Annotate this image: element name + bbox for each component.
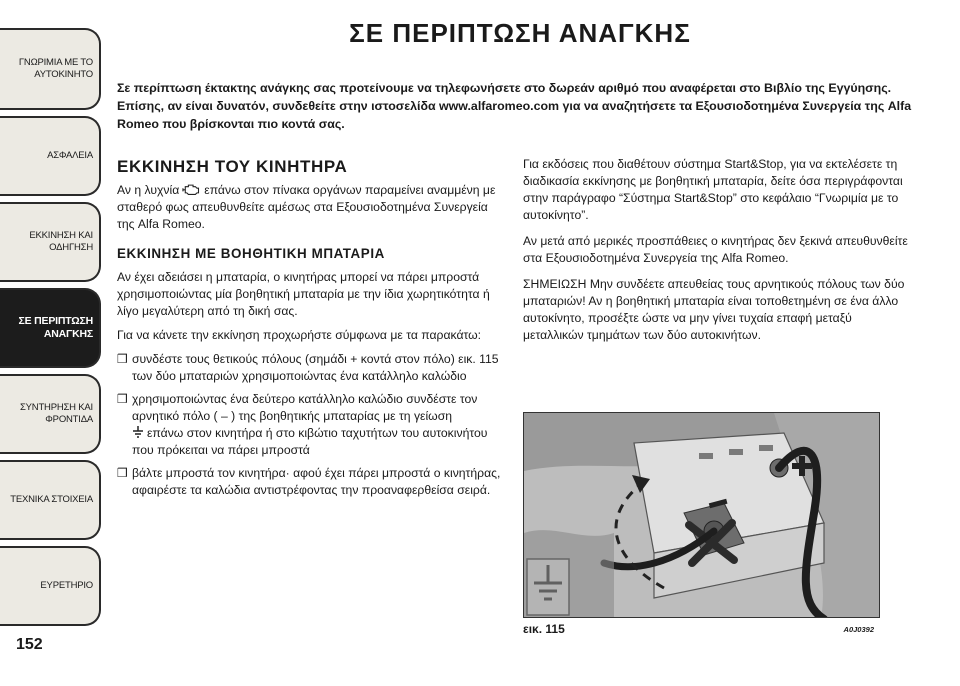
page-title: ΣΕ ΠΕΡΙΠΤΩΣΗ ΑΝΑΓΚΗΣ bbox=[349, 18, 691, 48]
figure-code: A0J0392 bbox=[843, 625, 874, 634]
text-segment: επάνω στον κινητήρα ή στο κιβώτιο ταχυτήτων του αυτοκινήτου που πρόκειται να πάρει μπροστά bbox=[132, 426, 488, 457]
page-number: 152 bbox=[16, 636, 43, 653]
tab-label: ΕΚΚΙΝΗΣΗ ΚΑΙ ΟΔΗΓΗΣΗ bbox=[29, 230, 93, 253]
tab-index[interactable] bbox=[0, 546, 101, 626]
tab-maintenance[interactable] bbox=[0, 374, 101, 454]
figure-label: εικ. 115 bbox=[523, 622, 565, 636]
section-heading: ΕΚΚΙΝΗΣΗ ΤΟΥ ΚΙΝΗΤΗΡΑ bbox=[117, 157, 348, 176]
tab-label: ΑΣΦΑΛΕΙΑ bbox=[47, 150, 93, 161]
text-segment: Αν η λυχνία bbox=[117, 183, 180, 197]
body-paragraph: Για να κάνετε την εκκίνηση προχωρήστε σύμφωνα με τα παρακάτω: bbox=[117, 328, 482, 342]
figure-caption bbox=[523, 622, 880, 638]
list-item-text: βάλτε μπροστά τον κινητήρα· αφού έχει πάρει μπροστά ο κινητήρας, αφαιρέστε τα καλώδια αντιστρέφοντας την προαναφερθείσα σειρά. bbox=[132, 466, 501, 497]
tab-label: ΤΕΧΝΙΚΑ ΣΤΟΙΧΕΙΑ bbox=[10, 494, 93, 505]
checkbox-bullet-icon: ❒ bbox=[117, 392, 128, 406]
list-item bbox=[117, 351, 502, 385]
text-segment: επάνω στον πίνακα οργάνων παραμείνει αναμμένη με σταθερό φως απευθυνθείτε αμέσως στα Εξουσιοδοτημένα Συνεργεία της Alfa Romeo. bbox=[117, 183, 496, 231]
list-item-text: συνδέστε τους θετικούς πόλους (σημάδι + κοντά στον πόλο) εικ. 115 των δύο μπαταριών χρησιμοποιώντας ένα κατάλληλο καλώδιο bbox=[132, 352, 499, 383]
checkbox-bullet-icon: ❒ bbox=[117, 352, 128, 366]
right-column bbox=[523, 156, 913, 353]
tab-label: ΣΕ ΠΕΡΙΠΤΩΣΗ ΑΝΑΓΚΗΣ bbox=[18, 315, 93, 340]
tab-label: ΣΥΝΤΗΡΗΣΗ ΚΑΙ ΦΡΟΝΤΙΔΑ bbox=[19, 402, 93, 425]
tab-label: ΕΥΡΕΤΗΡΙΟ bbox=[40, 580, 93, 591]
text-segment: χρησιμοποιώντας ένα δεύτερο κατάλληλο καλώδιο συνδέστε τον αρνητικό πόλο ( – ) της βοηθητικής μπαταρίας με τη γείωση bbox=[132, 392, 478, 423]
tab-technical-data[interactable] bbox=[0, 460, 101, 540]
list-item bbox=[117, 465, 502, 499]
body-paragraph: Αν έχει αδειάσει η μπαταρία, ο κινητήρας μπορεί να πάρει μπροστά χρησιμοποιώντας μία βοηθητική μπαταρία με την ίδια χωρητικότητα ή λίγο μεγαλύτερη από τη δική σας. bbox=[117, 270, 490, 318]
tab-starting-driving[interactable] bbox=[0, 202, 101, 282]
tab-label: ΓΝΩΡΙΜΙΑ ΜΕ ΤΟ ΑΥΤΟΚΙΝΗΤΟ bbox=[18, 57, 93, 80]
list-item bbox=[117, 391, 502, 459]
tab-getting-to-know[interactable] bbox=[0, 28, 101, 110]
battery-illustration bbox=[524, 413, 880, 618]
chapter-tabs bbox=[0, 28, 101, 632]
list-item-text bbox=[132, 391, 502, 459]
warning-light-paragraph bbox=[117, 182, 502, 233]
tab-emergency[interactable] bbox=[0, 288, 101, 368]
note-paragraph: ΣΗΜΕΙΩΣΗ Μην συνδέετε απευθείας τους αρνητικούς πόλους των δύο μπαταριών! Αν η βοηθητική μπαταρία είναι τοποθετημένη σε ένα άλλο αυτοκίνητο, προσέξτε ώστε να μην γίνει τυχαία επαφή μεταξύ μεταλλικών τμημάτων των δύο αυτοκινήτων. bbox=[523, 277, 905, 342]
battery-jump-start-figure bbox=[523, 412, 880, 618]
subsection-heading: ΕΚΚΙΝΗΣΗ ΜΕ ΒΟΗΘΗΤΙΚΗ ΜΠΑΤΑΡΙΑ bbox=[117, 246, 385, 261]
checkbox-bullet-icon: ❒ bbox=[117, 466, 128, 480]
tab-safety[interactable] bbox=[0, 116, 101, 196]
ground-symbol-icon bbox=[132, 426, 144, 438]
body-paragraph: Για εκδόσεις που διαθέτουν σύστημα Start&Stop, για να εκτελέσετε τη διαδικασία εκκίνησης με βοηθητική μπαταρία, δείτε όσα περιγράφονται στην παράγραφο “Σύστημα Start&Stop” στο κεφάλαιο “Γνωριμία με το αυτοκίνητο”. bbox=[523, 157, 903, 222]
engine-warning-light-icon bbox=[182, 182, 201, 196]
left-column bbox=[117, 156, 502, 505]
body-paragraph: Αν μετά από μερικές προσπάθειες ο κινητήρας δεν ξεκινά απευθυνθείτε στα Εξουσιοδοτημένα Συνεργεία της Alfa Romeo. bbox=[523, 234, 908, 265]
intro-paragraph: Σε περίπτωση έκτακτης ανάγκης σας προτείνουμε να τηλεφωνήσετε στο δωρεάν αριθμό που αναφέρεται στο Βιβλίο της Εγγύησης. Επίσης, αν είναι δυνατόν, συνδεθείτε στην ιστοσελίδα www.alfaromeo.com για να αναζητήσετε τα Εξουσιοδοτημένα Συνεργεία της Alfa Romeo που βρίσκονται πιο κοντά σας. bbox=[117, 81, 912, 131]
